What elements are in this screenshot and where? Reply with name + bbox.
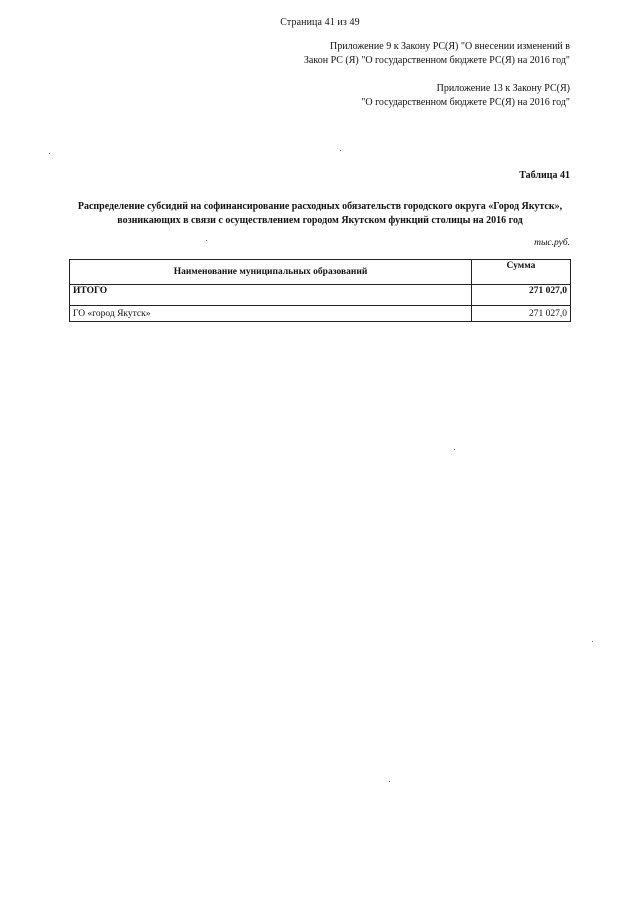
row-sum: 271 027,0 (472, 306, 571, 322)
page-counter: Страница 41 из 49 (280, 17, 360, 28)
appendix-13-reference (361, 82, 570, 110)
scan-speck (389, 781, 390, 782)
document-title-line-2: возникающих в связи с осуществлением городом Якутском функций столицы на 2016 год (117, 215, 523, 226)
appendix-9-reference (304, 40, 570, 68)
appendix-9-line-1: Приложение 9 к Закону РС(Я) "О внесении изменений в (330, 41, 570, 52)
units-label: тыс.руб. (534, 238, 570, 248)
table-header-row (70, 260, 571, 285)
row-name: ГО «город Якутск» (70, 306, 472, 322)
scan-speck (206, 240, 207, 241)
document-title-line-1: Распределение субсидий на софинансирование расходных обязательств городского округа «Город Якутск», (77, 201, 563, 212)
scan-speck (454, 449, 455, 450)
table-row-total (70, 285, 571, 306)
scan-speck (340, 150, 341, 151)
header-sum: Сумма (472, 260, 571, 285)
appendix-13-line-1: Приложение 13 к Закону РС(Я) (436, 83, 570, 94)
total-label: ИТОГО (70, 285, 472, 306)
document-title (70, 200, 570, 228)
table-caption: Таблица 41 (519, 170, 570, 181)
header-name: Наименование муниципальных образований (70, 260, 472, 285)
table-row (70, 306, 571, 322)
scan-speck (592, 641, 593, 642)
appendix-9-line-2: Закон РС (Я) "О государственном бюджете РС(Я) на 2016 год" (303, 55, 570, 66)
subsidy-table (69, 259, 571, 322)
scan-speck (49, 153, 50, 154)
appendix-13-line-2: "О государственном бюджете РС(Я) на 2016 год" (361, 97, 570, 108)
total-sum: 271 027,0 (472, 285, 571, 306)
